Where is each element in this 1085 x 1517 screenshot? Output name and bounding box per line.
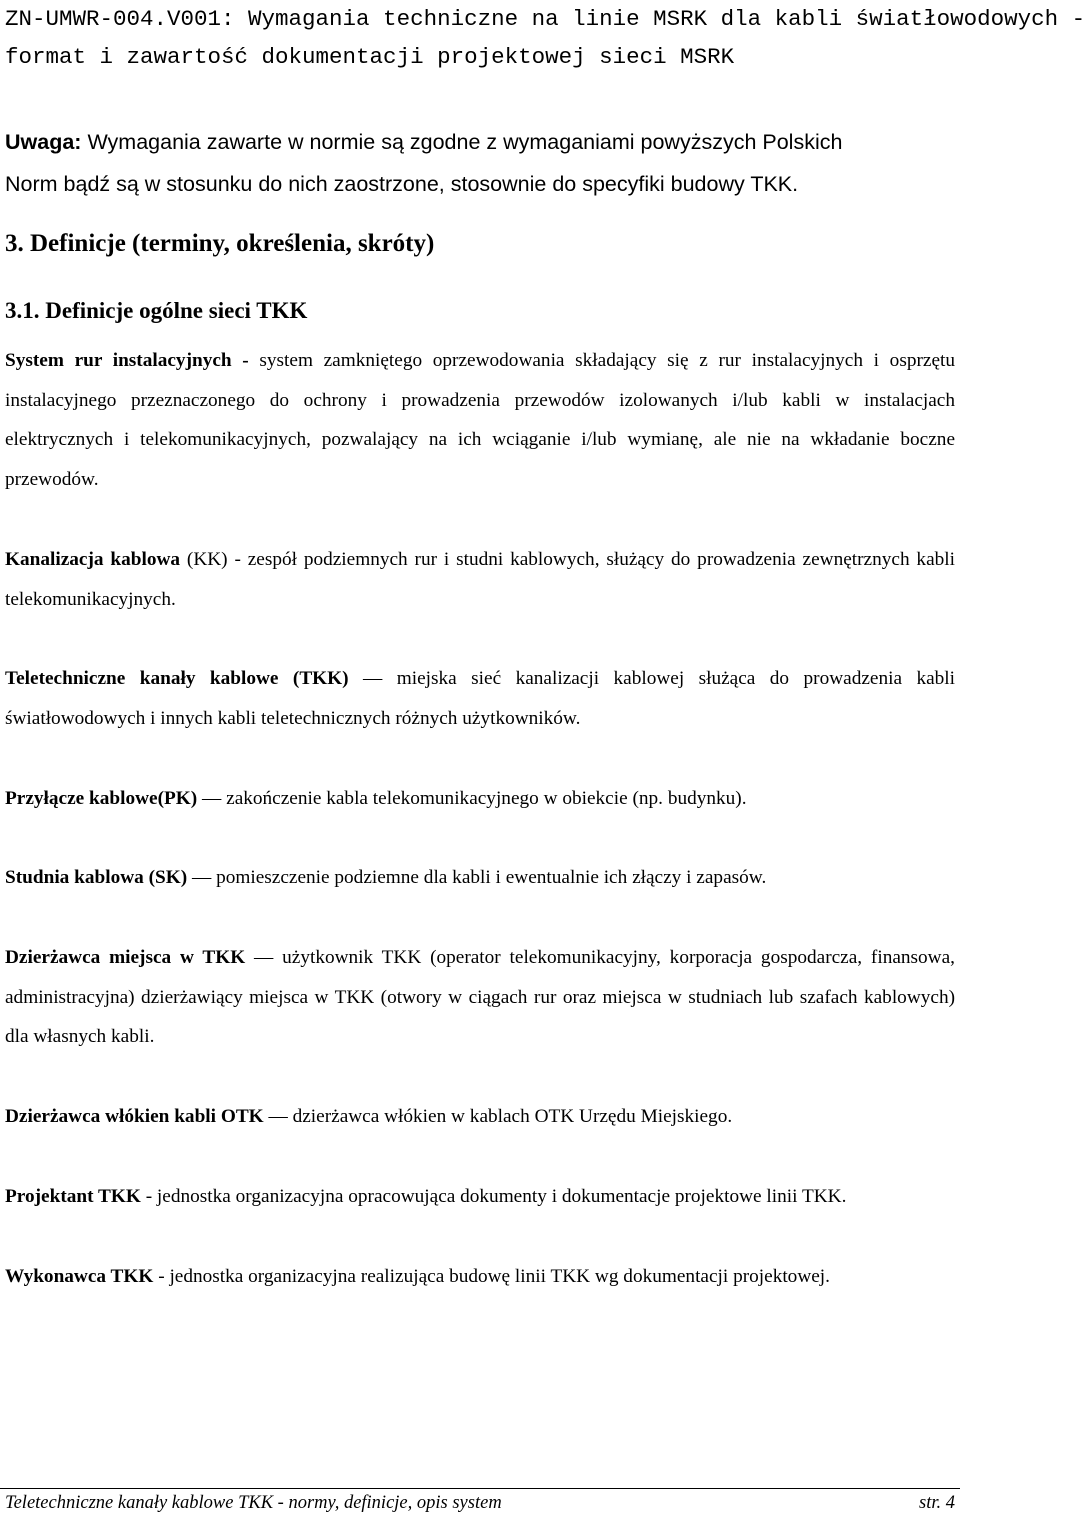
note-line-1 [5, 121, 960, 163]
definition-text: — użytkownik TKK (operator telekomunikacyjny, korporacja gospodarcza, finansowa, administracyjna) dzierżawiący miejsca w TKK (otwory w ciągach rur oraz miejsca w studniach lub szafach kablowych) dla własnych kabli. [5, 947, 955, 1048]
definition-text: (KK) - zespół podziemnych rur i studni kablowych, służący do prowadzenia zewnętrznych kabli telekomunikacyjnych. [5, 548, 955, 610]
section-heading: 3. Definicje (terminy, określenia, skróty) [5, 230, 435, 257]
definition-term: Projektant TKK [5, 1185, 141, 1207]
definition-text: — miejska sieć kanalizacji kablowej służąca do prowadzenia kabli światłowodowych i innych kabli teletechnicznych różnych użytkowników. [5, 668, 955, 729]
definition-item [5, 1097, 955, 1137]
subsection-heading: 3.1. Definicje ogólne sieci TKK [5, 298, 308, 323]
definition-text: — zakończenie kabla telekomunikacyjnego w obiekcie (np. budynku). [197, 787, 747, 809]
page-number: str. 4 [919, 1493, 955, 1513]
definition-item [5, 341, 955, 500]
definition-item [5, 858, 955, 898]
header-line-1: ZN-UMWR-004.V001: Wymagania techniczne na linie MSRK dla kabli światłowodowych - [5, 6, 1085, 32]
footer-title: Teletechniczne kanały kablowe TKK - normy, definicje, opis system [5, 1493, 502, 1513]
definition-text: - jednostka organizacyjna realizująca budowę linii TKK wg dokumentacji projektowej. [153, 1265, 830, 1287]
definition-text: — pomieszczenie podziemne dla kabli i ewentualnie ich złączy i zapasów. [187, 867, 767, 889]
document-header [5, 0, 1085, 76]
definition-term: Kanalizacja kablowa [5, 548, 181, 570]
definition-item [5, 1257, 955, 1297]
note-paragraph [5, 121, 960, 205]
definition-term: Dzierżawca miejsca w TKK [5, 947, 246, 969]
footer-divider [0, 1488, 960, 1489]
definitions-list [5, 341, 955, 1336]
definition-item [5, 1177, 955, 1217]
header-line-2: format i zawartość dokumentacji projektowej sieci MSRK [5, 44, 735, 70]
definition-term: Wykonawca TKK [5, 1265, 154, 1287]
definition-item [5, 938, 955, 1057]
definition-text: — dzierżawca włókien w kablach OTK Urzędu Miejskiego. [263, 1106, 733, 1128]
definition-term: Przyłącze kablowe(PK) [5, 787, 198, 809]
note-label: Uwaga: [5, 130, 82, 154]
definition-item [5, 779, 955, 819]
note-line-1-text: Wymagania zawarte w normie są zgodne z wymaganiami powyższych Polskich [81, 130, 843, 154]
definition-term: Dzierżawca włókien kabli OTK [5, 1106, 264, 1128]
definition-term: Studnia kablowa (SK) [5, 867, 188, 889]
definition-text: - jednostka organizacyjna opracowująca dokumenty i dokumentacje projektowe linii TKK. [140, 1185, 847, 1207]
note-line-2: Norm bądź są w stosunku do nich zaostrzone, stosownie do specyfiki budowy TKK. [5, 172, 799, 196]
definition-item [5, 540, 955, 619]
definition-term: System rur instalacyjnych - [5, 350, 249, 371]
definition-text: system zamkniętego oprzewodowania składający się z rur instalacyjnych i osprzętu instalacyjnego przeznaczonego do ochrony i prowadzenia przewodów izolowanych i/lub kabli w instalacjach elektrycznych i telekomunikacyjnych, pozwalający na ich wciąganie i/lub wymianę, ale nie na wkładanie boczne przewodów. [5, 350, 955, 491]
definition-term: Teletechniczne kanały kablowe (TKK) [5, 668, 349, 690]
definition-item [5, 659, 955, 738]
